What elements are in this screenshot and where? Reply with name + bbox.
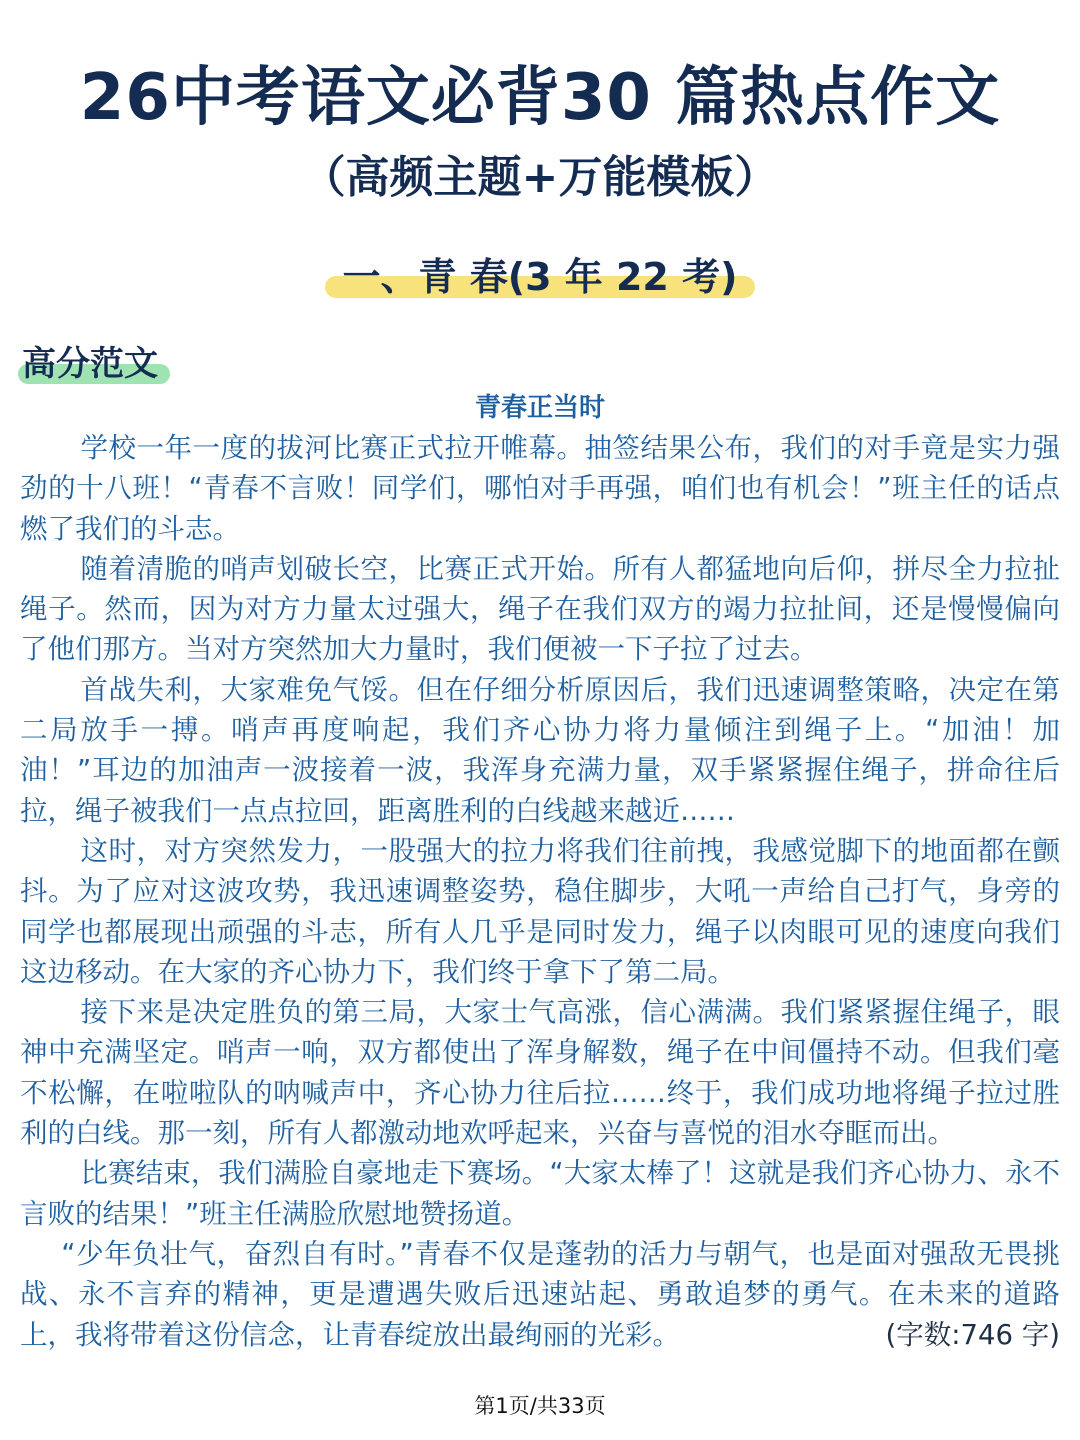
essay-body bbox=[20, 428, 1060, 1355]
sample-essay-tag-text: 高分范文 bbox=[22, 344, 158, 384]
word-count: (字数:746 字) bbox=[885, 1318, 1060, 1351]
section-heading-wrap bbox=[0, 250, 1080, 304]
section-heading bbox=[325, 250, 756, 304]
sample-essay-tag-wrap bbox=[18, 340, 162, 388]
essay-paragraph: 随着清脆的哨声划破长空，比赛正式开始。所有人都猛地向后仰，拼尽全力拉扯绳子。然而，因为对方力量太过强大，绳子在我们双方的竭力拉扯间，还是慢慢偏向了他们那方。当对方突然加大力量时，我们便被一下子拉了过去。 bbox=[20, 552, 1060, 666]
essay-paragraph-final bbox=[20, 1234, 1060, 1355]
essay-paragraph: 比赛结束，我们满脸自豪地走下赛场。“大家太棒了！这就是我们齐心协力、永不言败的结果！”班主任满脸欣慰地赞扬道。 bbox=[20, 1157, 1060, 1230]
page-indicator: 第1页/共33页 bbox=[474, 1394, 606, 1418]
essay-paragraph-final-text: “少年负壮气，奋烈自有时。”青春不仅是蓬勃的活力与朝气，也是面对强敌无畏挑战、永不言弃的精神，更是遭遇失败后迅速站起、勇敢追梦的勇气。在未来的道路上，我将带着这份信念，让青春绽放出最绚丽的光彩。 bbox=[20, 1237, 1060, 1351]
essay-title: 青春正当时 bbox=[474, 393, 605, 423]
page-subtitle: （高频主题+万能模板） bbox=[301, 152, 779, 203]
sample-essay-tag bbox=[18, 340, 162, 388]
essay-paragraph: 首战失利，大家难免气馁。但在仔细分析原因后，我们迅速调整策略，决定在第二局放手一搏。哨声再度响起，我们齐心协力将力量倾注到绳子上。“加油！加油！”耳边的加油声一波接着一波，我浑身充满力量，双手紧紧握住绳子，拼命往后拉，绳子被我们一点点拉回，距离胜利的白线越来越近…… bbox=[20, 673, 1060, 827]
page-title: 26中考语文必背30 篇热点作文 bbox=[79, 61, 1001, 135]
section-heading-text: 一、青 春(3 年 22 考) bbox=[342, 255, 738, 299]
essay-paragraph: 这时，对方突然发力，一股强大的拉力将我们往前拽，我感觉脚下的地面都在颤抖。为了应对这波攻势，我迅速调整姿势，稳住脚步，大吼一声给自己打气，身旁的同学也都展现出顽强的斗志，所有人几乎是同时发力，绳子以肉眼可见的速度向我们这边移动。在大家的齐心协力下，我们终于拿下了第二局。 bbox=[20, 834, 1060, 988]
essay-paragraph: 学校一年一度的拔河比赛正式拉开帷幕。抽签结果公布，我们的对手竟是实力强劲的十八班！“青春不言败！同学们，哪怕对手再强，咱们也有机会！”班主任的话点燃了我们的斗志。 bbox=[20, 432, 1060, 545]
essay-paragraph: 接下来是决定胜负的第三局，大家士气高涨，信心满满。我们紧紧握住绳子，眼神中充满坚定。哨声一响，双方都使出了浑身解数，绳子在中间僵持不动。但我们毫不松懈，在啦啦队的呐喊声中，齐心协力往后拉……终于，我们成功地将绳子拉过胜利的白线。那一刻，所有人都激动地欢呼起来，兴奋与喜悦的泪水夺眶而出。 bbox=[20, 996, 1060, 1150]
